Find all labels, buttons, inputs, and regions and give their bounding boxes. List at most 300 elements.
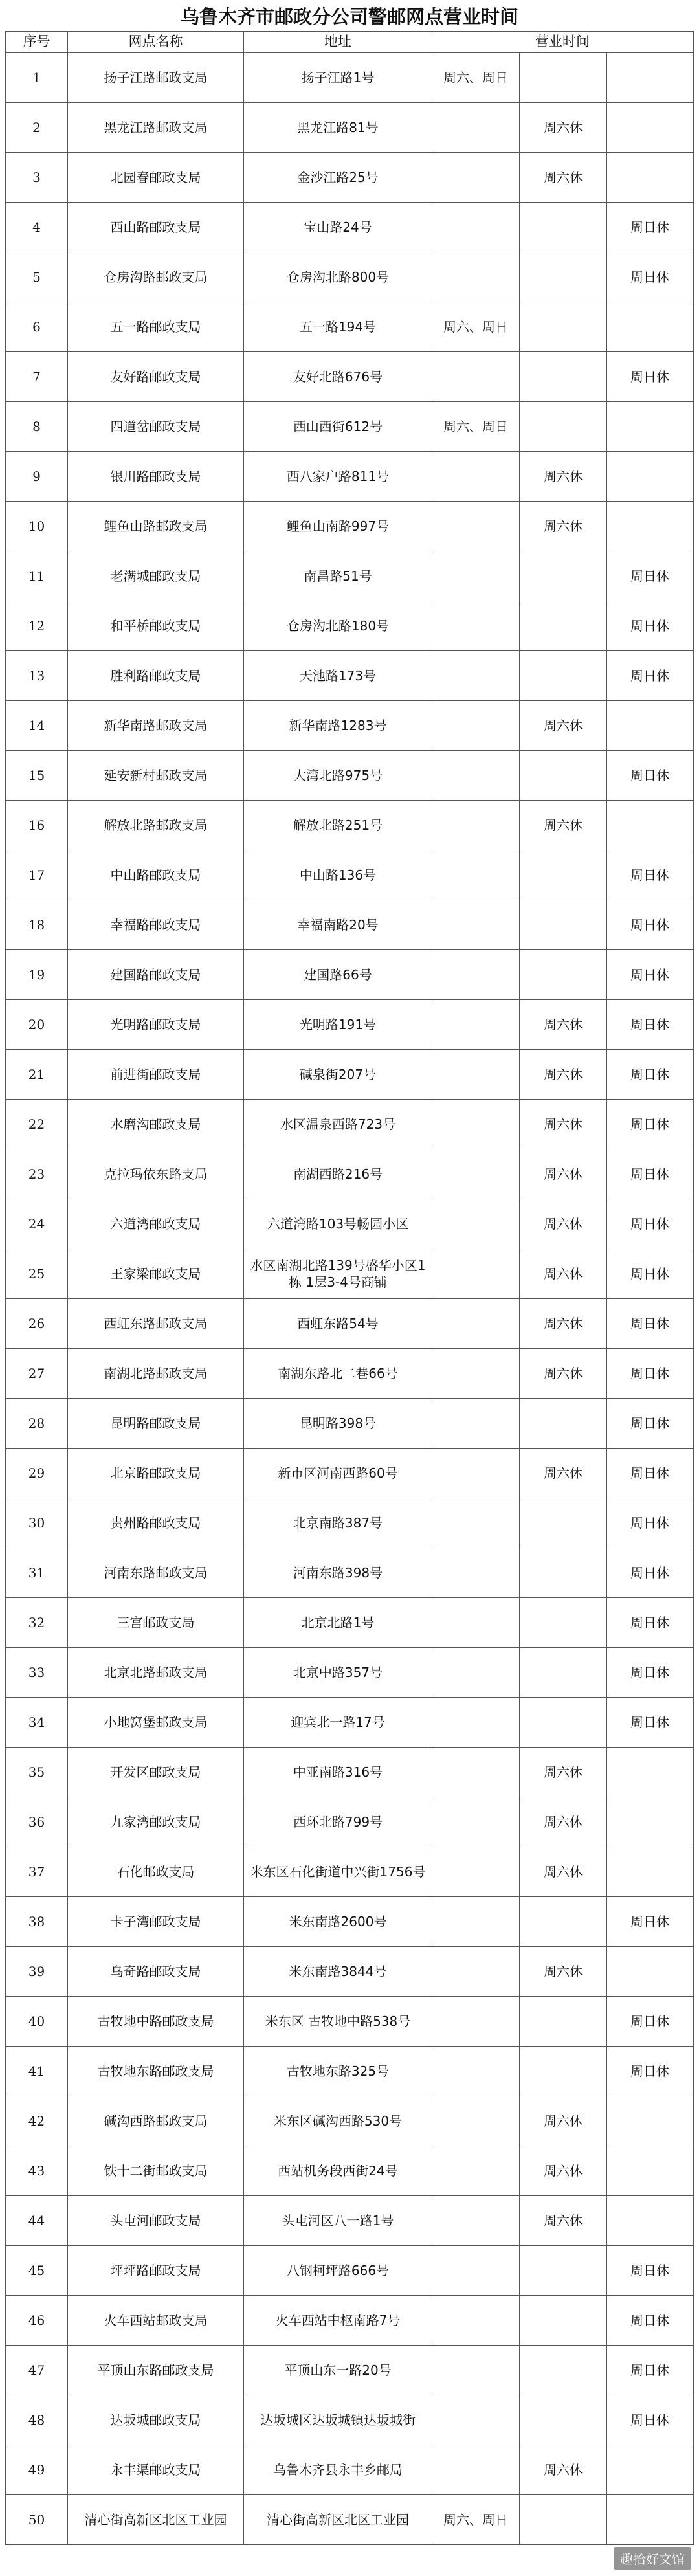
row-name: 扬子江路邮政支局 <box>68 53 244 102</box>
table-row <box>5 1897 694 1947</box>
row-address: 黑龙江路81号 <box>244 103 432 152</box>
row-hours-saturday: 周六休 <box>520 1299 607 1348</box>
row-name: 清心街高新区北区工业园 <box>68 2495 244 2544</box>
row-hours-sunday <box>607 452 693 501</box>
row-hours-saturday: 周六休 <box>520 2196 607 2245</box>
row-hours-sunday: 周日休 <box>630 1665 669 1680</box>
row-address: 鲤鱼山南路997号 <box>244 502 432 551</box>
row-no: 33 <box>6 1648 68 1697</box>
row-name: 友好路邮政支局 <box>68 352 244 401</box>
row-address: 友好北路676号 <box>244 352 432 401</box>
row-name: 仓房沟路邮政支局 <box>68 252 244 302</box>
row-hours-saturday <box>520 203 607 252</box>
row-address: 河南东路398号 <box>244 1548 432 1597</box>
header-address: 地址 <box>244 32 432 52</box>
row-no: 5 <box>6 252 68 302</box>
row-hours-weekend <box>432 1299 520 1348</box>
row-hours-sunday <box>607 1797 693 1847</box>
table-row <box>5 103 694 153</box>
row-address: 昆明路398号 <box>244 1399 432 1448</box>
row-hours-weekend <box>432 1349 520 1398</box>
row-no: 32 <box>6 1598 68 1647</box>
row-name: 西虹东路邮政支局 <box>68 1299 244 1348</box>
row-no: 11 <box>6 551 68 601</box>
row-hours-saturday <box>520 2395 607 2445</box>
row-address: 西虹东路54号 <box>244 1299 432 1348</box>
row-hours-sunday: 周日休 <box>630 1166 669 1182</box>
row-no: 1 <box>6 53 68 102</box>
row-hours-sunday <box>607 2445 693 2494</box>
table-row <box>5 1498 694 1548</box>
row-name: 古牧地中路邮政支局 <box>68 1997 244 2046</box>
row-hours-weekend <box>432 2146 520 2195</box>
row-no: 31 <box>6 1548 68 1597</box>
row-hours-sunday: 周日休 <box>630 2362 669 2378</box>
row-no: 27 <box>6 1349 68 1398</box>
row-name: 南湖北路邮政支局 <box>68 1349 244 1398</box>
row-hours-saturday: 周六休 <box>520 1947 607 1996</box>
row-address: 米东区 古牧地中路538号 <box>244 1997 432 2046</box>
table-row <box>5 1698 694 1748</box>
row-hours-saturday <box>520 551 607 601</box>
table-row <box>5 452 694 502</box>
row-hours-saturday: 周六休 <box>520 153 607 202</box>
row-no: 42 <box>6 2096 68 2146</box>
row-hours-saturday: 周六休 <box>520 1797 607 1847</box>
row-hours-sunday: 周日休 <box>630 668 669 683</box>
row-no: 19 <box>6 950 68 999</box>
row-address: 五一路194号 <box>244 302 432 351</box>
row-address: 建国路66号 <box>244 950 432 999</box>
row-hours-saturday <box>520 402 607 451</box>
row-no: 38 <box>6 1897 68 1946</box>
row-hours-sunday: 周日休 <box>630 867 669 883</box>
row-no: 34 <box>6 1698 68 1747</box>
row-hours-sunday <box>607 302 693 351</box>
table-row <box>5 2495 694 2545</box>
table-row <box>5 1399 694 1449</box>
row-hours-weekend <box>432 801 520 850</box>
row-hours-weekend <box>432 1947 520 1996</box>
row-hours-weekend <box>432 2096 520 2146</box>
row-hours-sunday: 周日休 <box>630 1017 669 1032</box>
row-address: 北京中路357号 <box>244 1648 432 1697</box>
row-hours-sunday: 周日休 <box>630 2313 669 2328</box>
row-no: 15 <box>6 751 68 800</box>
row-hours-saturday: 周六休 <box>520 1249 607 1298</box>
row-hours-sunday <box>607 1748 693 1797</box>
row-hours-saturday: 周六休 <box>520 1199 607 1249</box>
table-row <box>5 1100 694 1149</box>
row-hours-weekend <box>432 1149 520 1199</box>
row-hours-weekend: 周六、周日 <box>432 302 520 351</box>
table-row <box>5 2296 694 2346</box>
row-address: 仓房沟北路180号 <box>244 601 432 650</box>
row-name: 小地窝堡邮政支局 <box>68 1698 244 1747</box>
row-no: 44 <box>6 2196 68 2245</box>
row-address: 大湾北路975号 <box>244 751 432 800</box>
row-address: 西站机务段西街24号 <box>244 2146 432 2195</box>
row-name: 老满城邮政支局 <box>68 551 244 601</box>
table-row <box>5 1648 694 1698</box>
row-no: 13 <box>6 651 68 700</box>
row-address: 水区南湖北路139号盛华小区1栋 1层3-4号商铺 <box>244 1249 432 1298</box>
row-hours-sunday: 周日休 <box>630 1216 669 1232</box>
table-row <box>5 1299 694 1349</box>
row-no: 49 <box>6 2445 68 2494</box>
row-no: 17 <box>6 850 68 900</box>
row-name: 开发区邮政支局 <box>68 1748 244 1797</box>
row-hours-weekend <box>432 701 520 750</box>
table-row <box>5 801 694 850</box>
row-hours-sunday: 周日休 <box>630 967 669 983</box>
row-address: 光明路191号 <box>244 1000 432 1049</box>
row-hours-sunday: 周日休 <box>630 1565 669 1581</box>
row-hours-weekend <box>432 452 520 501</box>
page-title: 乌鲁木齐市邮政分公司警邮网点营业时间 <box>180 5 518 28</box>
row-name: 前进街邮政支局 <box>68 1050 244 1099</box>
row-no: 47 <box>6 2346 68 2395</box>
row-name: 昆明路邮政支局 <box>68 1399 244 1448</box>
table-row <box>5 2395 694 2445</box>
row-hours-weekend <box>432 651 520 700</box>
row-address: 水区温泉西路723号 <box>244 1100 432 1149</box>
row-address: 八钢柯坪路666号 <box>244 2246 432 2295</box>
table-row <box>5 153 694 203</box>
row-hours-weekend <box>432 252 520 302</box>
row-hours-sunday: 周日休 <box>630 2263 669 2278</box>
table-row <box>5 352 694 402</box>
row-name: 平顶山东路邮政支局 <box>68 2346 244 2395</box>
row-no: 50 <box>6 2495 68 2544</box>
row-hours-sunday: 周日休 <box>630 2014 669 2029</box>
row-name: 胜利路邮政支局 <box>68 651 244 700</box>
row-hours-sunday: 周日休 <box>630 1366 669 1381</box>
row-address: 头屯河区八一路1号 <box>244 2196 432 2245</box>
row-hours-weekend <box>432 2047 520 2096</box>
row-name: 石化邮政支局 <box>68 1847 244 1896</box>
row-no: 25 <box>6 1249 68 1298</box>
table-row <box>5 53 694 103</box>
row-hours-sunday: 周日休 <box>630 1416 669 1431</box>
row-hours-sunday: 周日休 <box>630 1914 669 1929</box>
row-name: 延安新村邮政支局 <box>68 751 244 800</box>
row-hours-saturday <box>520 2495 607 2544</box>
row-name: 解放北路邮政支局 <box>68 801 244 850</box>
row-hours-sunday <box>607 2096 693 2146</box>
row-address: 迎宾北一路17号 <box>244 1698 432 1747</box>
row-address: 天池路173号 <box>244 651 432 700</box>
row-hours-sunday <box>607 53 693 102</box>
row-hours-weekend <box>432 850 520 900</box>
table-row <box>5 551 694 601</box>
row-no: 18 <box>6 900 68 949</box>
table-row <box>5 2146 694 2196</box>
row-no: 10 <box>6 502 68 551</box>
row-name: 北园春邮政支局 <box>68 153 244 202</box>
row-name: 建国路邮政支局 <box>68 950 244 999</box>
row-hours-weekend <box>432 1847 520 1896</box>
row-hours-weekend <box>432 551 520 601</box>
row-hours-saturday <box>520 2346 607 2395</box>
row-no: 35 <box>6 1748 68 1797</box>
row-name: 银川路邮政支局 <box>68 452 244 501</box>
row-hours-sunday: 周日休 <box>630 1715 669 1730</box>
row-hours-saturday: 周六休 <box>520 502 607 551</box>
row-hours-weekend <box>432 2196 520 2245</box>
row-hours-saturday <box>520 53 607 102</box>
row-name: 光明路邮政支局 <box>68 1000 244 1049</box>
row-hours-saturday: 周六休 <box>520 1449 607 1498</box>
row-address: 南湖东路北二巷66号 <box>244 1349 432 1398</box>
row-no: 39 <box>6 1947 68 1996</box>
row-hours-weekend: 周六、周日 <box>432 53 520 102</box>
row-no: 24 <box>6 1199 68 1249</box>
row-hours-saturday: 周六休 <box>520 1847 607 1896</box>
row-hours-sunday <box>607 402 693 451</box>
row-hours-sunday: 周日休 <box>630 219 669 235</box>
row-name: 头屯河邮政支局 <box>68 2196 244 2245</box>
row-hours-weekend <box>432 1698 520 1747</box>
row-address: 古牧地东路325号 <box>244 2047 432 2096</box>
row-address: 米东南路2600号 <box>244 1897 432 1946</box>
table-row <box>5 1947 694 1997</box>
row-hours-weekend <box>432 1000 520 1049</box>
row-hours-weekend <box>432 1598 520 1647</box>
row-hours-weekend <box>432 1748 520 1797</box>
row-hours-saturday: 周六休 <box>520 1748 607 1797</box>
row-hours-sunday <box>607 502 693 551</box>
table-row <box>5 1199 694 1249</box>
row-hours-sunday: 周日休 <box>630 1515 669 1531</box>
row-address: 北京北路1号 <box>244 1598 432 1647</box>
table-row <box>5 1847 694 1897</box>
table-row <box>5 1598 694 1648</box>
row-hours-saturday <box>520 900 607 949</box>
row-name: 乌奇路邮政支局 <box>68 1947 244 1996</box>
row-hours-saturday: 周六休 <box>520 1349 607 1398</box>
row-hours-saturday <box>520 1648 607 1697</box>
row-no: 8 <box>6 402 68 451</box>
row-hours-saturday <box>520 1399 607 1448</box>
row-hours-weekend <box>432 2445 520 2494</box>
row-no: 45 <box>6 2246 68 2295</box>
row-name: 坪坪路邮政支局 <box>68 2246 244 2295</box>
row-hours-sunday <box>607 103 693 152</box>
row-address: 米东区碱沟西路530号 <box>244 2096 432 2146</box>
row-no: 43 <box>6 2146 68 2195</box>
row-hours-saturday: 周六休 <box>520 1100 607 1149</box>
row-no: 40 <box>6 1997 68 2046</box>
row-name: 黑龙江路邮政支局 <box>68 103 244 152</box>
row-name: 火车西站邮政支局 <box>68 2296 244 2345</box>
row-hours-sunday: 周日休 <box>630 2063 669 2079</box>
header-hours: 营业时间 <box>535 34 590 50</box>
row-hours-weekend <box>432 1449 520 1498</box>
row-hours-saturday <box>520 1498 607 1548</box>
row-no: 26 <box>6 1299 68 1348</box>
row-address: 平顶山东一路20号 <box>244 2346 432 2395</box>
row-no: 2 <box>6 103 68 152</box>
row-no: 12 <box>6 601 68 650</box>
table-row <box>5 2346 694 2395</box>
row-hours-saturday: 周六休 <box>520 1149 607 1199</box>
row-hours-weekend <box>432 2296 520 2345</box>
table-row <box>5 701 694 751</box>
row-hours-saturday: 周六休 <box>520 701 607 750</box>
row-address: 金沙江路25号 <box>244 153 432 202</box>
row-hours-sunday <box>607 801 693 850</box>
table-row <box>5 601 694 651</box>
row-no: 21 <box>6 1050 68 1099</box>
row-name: 三宫邮政支局 <box>68 1598 244 1647</box>
row-hours-weekend <box>432 352 520 401</box>
row-hours-saturday <box>520 2246 607 2295</box>
row-hours-sunday <box>607 1847 693 1896</box>
row-no: 14 <box>6 701 68 750</box>
table-row <box>5 402 694 452</box>
row-name: 水磨沟邮政支局 <box>68 1100 244 1149</box>
table-row <box>5 950 694 1000</box>
row-address: 达坂城区达坂城镇达坂城街 <box>244 2395 432 2445</box>
row-no: 7 <box>6 352 68 401</box>
row-hours-sunday: 周日休 <box>630 1116 669 1132</box>
row-hours-saturday <box>520 1997 607 2046</box>
row-hours-saturday <box>520 252 607 302</box>
row-no: 22 <box>6 1100 68 1149</box>
row-hours-saturday <box>520 850 607 900</box>
table-row <box>5 1349 694 1399</box>
row-hours-weekend <box>432 1498 520 1548</box>
schedule-table <box>5 31 694 2545</box>
row-hours-saturday: 周六休 <box>520 103 607 152</box>
row-name: 王家梁邮政支局 <box>68 1249 244 1298</box>
row-hours-sunday: 周日休 <box>630 1465 669 1481</box>
row-hours-weekend <box>432 203 520 252</box>
table-row <box>5 751 694 801</box>
row-no: 16 <box>6 801 68 850</box>
table-row <box>5 1997 694 2047</box>
row-hours-saturday <box>520 1598 607 1647</box>
table-row <box>5 1050 694 1100</box>
row-address: 扬子江路1号 <box>244 53 432 102</box>
row-name: 河南东路邮政支局 <box>68 1548 244 1597</box>
row-hours-weekend <box>432 1548 520 1597</box>
row-hours-saturday <box>520 601 607 650</box>
table-row <box>5 1748 694 1797</box>
row-hours-saturday <box>520 1897 607 1946</box>
row-address: 新华南路1283号 <box>244 701 432 750</box>
row-no: 29 <box>6 1449 68 1498</box>
row-hours-sunday <box>607 701 693 750</box>
row-name: 四道岔邮政支局 <box>68 402 244 451</box>
row-address: 中山路136号 <box>244 850 432 900</box>
row-no: 3 <box>6 153 68 202</box>
row-name: 北京路邮政支局 <box>68 1449 244 1498</box>
row-hours-weekend <box>432 950 520 999</box>
row-name: 中山路邮政支局 <box>68 850 244 900</box>
row-name: 贵州路邮政支局 <box>68 1498 244 1548</box>
table-row <box>5 1149 694 1199</box>
row-hours-sunday: 周日休 <box>630 768 669 783</box>
row-address: 宝山路24号 <box>244 203 432 252</box>
row-hours-weekend <box>432 1050 520 1099</box>
row-name: 五一路邮政支局 <box>68 302 244 351</box>
row-name: 克拉玛依东路支局 <box>68 1149 244 1199</box>
row-hours-sunday: 周日休 <box>630 917 669 933</box>
row-hours-sunday: 周日休 <box>630 369 669 384</box>
row-hours-sunday: 周日休 <box>630 618 669 634</box>
row-hours-weekend <box>432 1648 520 1697</box>
table-row <box>5 502 694 551</box>
row-hours-weekend <box>432 2246 520 2295</box>
row-hours-saturday <box>520 751 607 800</box>
row-address: 米东区石化街道中兴街1756号 <box>244 1847 432 1896</box>
row-hours-sunday: 周日休 <box>630 2412 669 2428</box>
row-address: 六道湾路103号畅园小区 <box>244 1199 432 1249</box>
row-hours-sunday <box>607 2146 693 2195</box>
row-hours-saturday <box>520 2047 607 2096</box>
row-hours-saturday <box>520 651 607 700</box>
row-address: 米东南路3844号 <box>244 1947 432 1996</box>
row-hours-sunday: 周日休 <box>630 1067 669 1082</box>
row-hours-weekend <box>432 103 520 152</box>
row-no: 48 <box>6 2395 68 2445</box>
row-hours-sunday: 周日休 <box>630 1615 669 1630</box>
row-no: 28 <box>6 1399 68 1448</box>
row-hours-saturday: 周六休 <box>520 2146 607 2195</box>
row-hours-weekend <box>432 751 520 800</box>
row-name: 永丰渠邮政支局 <box>68 2445 244 2494</box>
row-name: 九家湾邮政支局 <box>68 1797 244 1847</box>
row-hours-saturday <box>520 2296 607 2345</box>
row-address: 西八家户路811号 <box>244 452 432 501</box>
table-row <box>5 252 694 302</box>
row-hours-saturday: 周六休 <box>520 1050 607 1099</box>
row-hours-weekend <box>432 502 520 551</box>
row-no: 41 <box>6 2047 68 2096</box>
row-hours-saturday: 周六休 <box>520 452 607 501</box>
row-address: 南湖西路216号 <box>244 1149 432 1199</box>
row-address: 西山西街612号 <box>244 402 432 451</box>
header-name: 网点名称 <box>68 32 244 52</box>
row-hours-saturday: 周六休 <box>520 801 607 850</box>
row-hours-weekend <box>432 1100 520 1149</box>
row-name: 卡子湾邮政支局 <box>68 1897 244 1946</box>
row-address: 北京南路387号 <box>244 1498 432 1548</box>
row-address: 西环北路799号 <box>244 1797 432 1847</box>
row-no: 46 <box>6 2296 68 2345</box>
row-hours-sunday: 周日休 <box>630 269 669 285</box>
row-hours-weekend <box>432 2395 520 2445</box>
row-hours-weekend <box>432 1797 520 1847</box>
row-no: 9 <box>6 452 68 501</box>
table-row <box>5 302 694 352</box>
table-header-row <box>5 31 694 53</box>
row-hours-weekend <box>432 1997 520 2046</box>
table-row <box>5 2445 694 2495</box>
row-hours-weekend <box>432 1897 520 1946</box>
table-row <box>5 1000 694 1050</box>
row-hours-weekend <box>432 2346 520 2395</box>
row-no: 20 <box>6 1000 68 1049</box>
row-name: 西山路邮政支局 <box>68 203 244 252</box>
table-row <box>5 900 694 950</box>
table-row <box>5 850 694 900</box>
row-name: 北京北路邮政支局 <box>68 1648 244 1697</box>
row-hours-saturday <box>520 1698 607 1747</box>
header-no: 序号 <box>6 32 68 52</box>
